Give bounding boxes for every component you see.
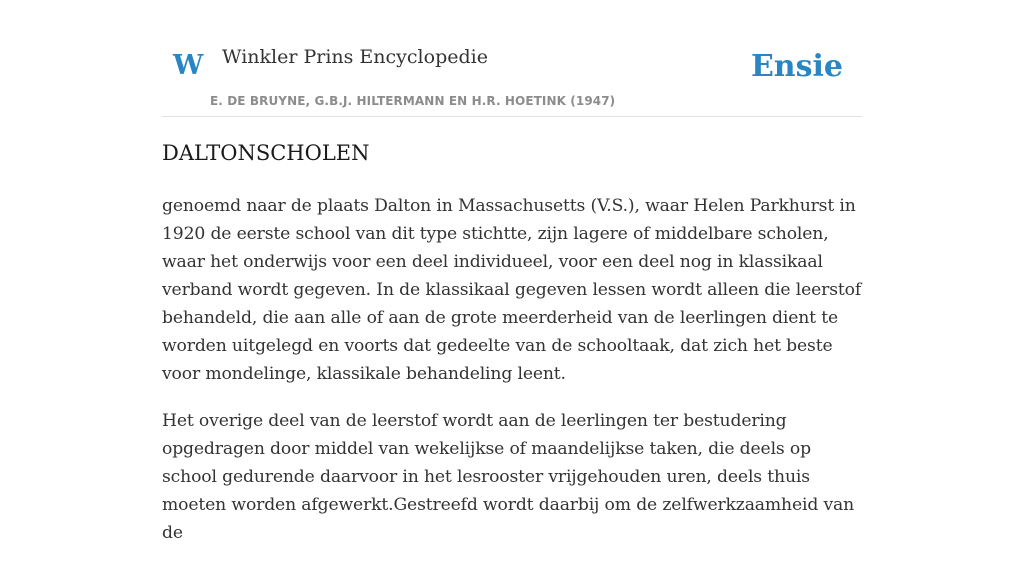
source-authors: E. DE BRUYNE, G.B.J. HILTERMANN EN H.R. HOETINK (1947) (210, 94, 616, 108)
ensie-logo[interactable]: Ensie (750, 49, 843, 84)
article-paragraph: genoemd naar de plaats Dalton in Massachusetts (V.S.), waar Helen Parkhurst in 1920 de eerste school van dit type stichtte, zijn lagere of middelbare scholen, waar het onderwijs voor een deel individueel, voor een deel nog in klassikaal verband wordt gegeven. In de klassikaal gegeven lessen wordt alleen die leerstof behandeld, die aan alle of aan de grote meerderheid van de leerlingen dient te worden uitgelegd en voorts dat gedeelte van de schooltaak, dat zich het beste voor mondelinge, klassikale behandeling leent. (162, 196, 862, 384)
article-paragraph: Het overige deel van de leerstof wordt aan de leerlingen ter bestudering opgedragen door middel van wekelijkse of maandelijkse taken, die deels op school gedurende daarvoor in het lesrooster vrijgehouden uren, deels thuis moeten worden afgewerkt.Gestreefd wordt daarbij om de zelfwerkzaamheid van de (162, 411, 855, 543)
source-header (162, 30, 862, 117)
article-body (162, 192, 862, 566)
article-title: DALTONSCHOLEN (162, 141, 370, 165)
source-title-link[interactable]: Winkler Prins Encyclopedie (222, 46, 488, 68)
source-logo[interactable]: W (173, 50, 204, 81)
